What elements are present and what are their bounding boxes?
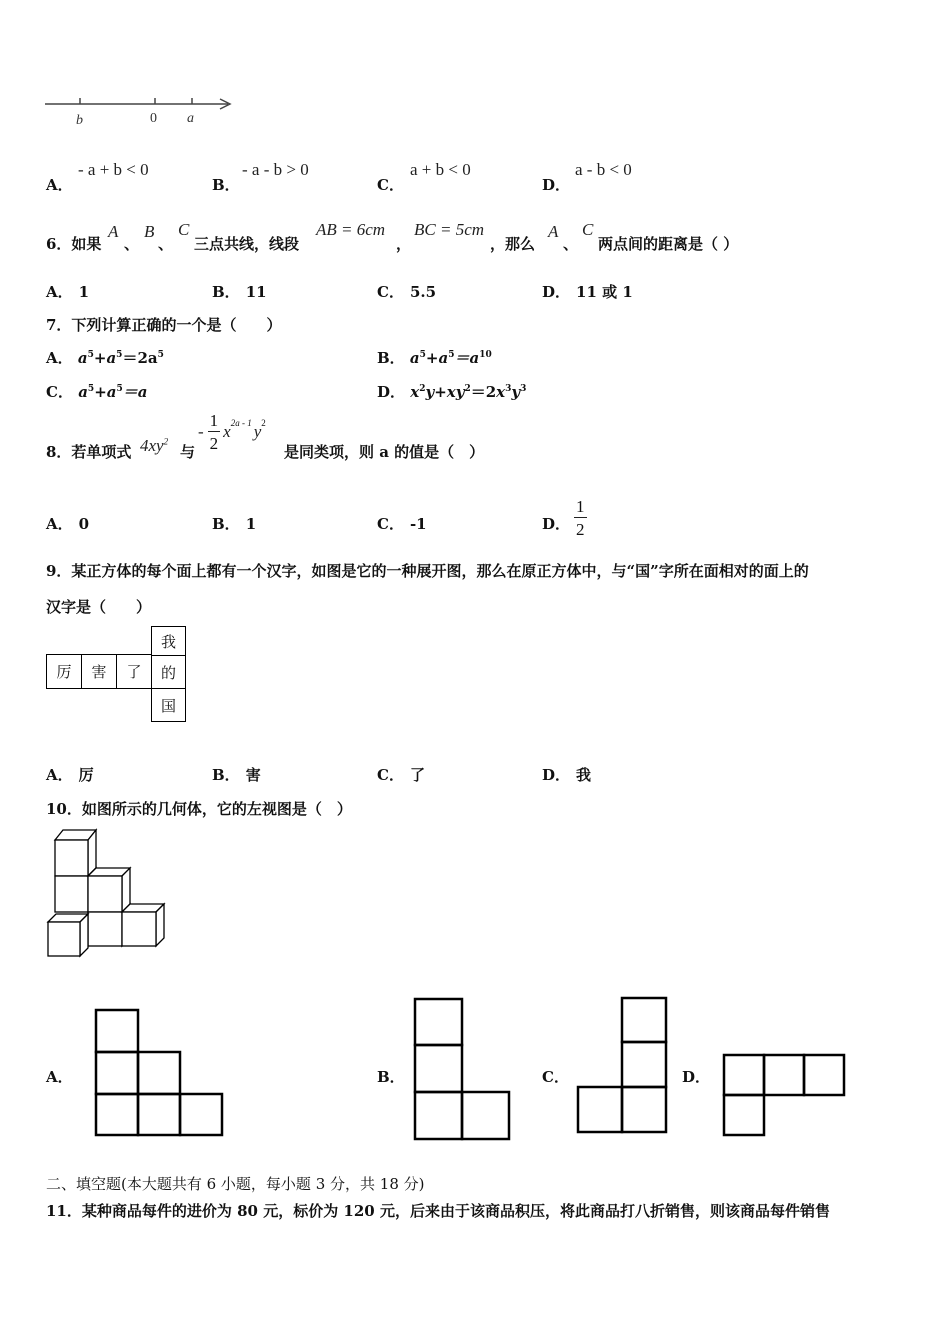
- q10-option-a-letter: A．: [46, 1068, 73, 1086]
- q7-option-b: B． $a^5+a^5=a^{10}$: [377, 349, 492, 367]
- net-cell-de: 的: [151, 655, 186, 689]
- q5-option-c-expr: a + b < 0: [410, 160, 471, 179]
- q9-stem-line1: 9．某正方体的每个面上都有一个汉字，如图是它的一种展开图，那么在原正方体中，与“国”字所在面相对的面上的: [46, 562, 809, 580]
- q6-option-c: C． 5.5: [377, 283, 437, 301]
- q5-option-b-expr: - a - b > 0: [242, 160, 309, 179]
- q7-stem: 7．下列计算正确的一个是（ ）: [46, 316, 282, 334]
- net-cell-li: 厉: [46, 654, 82, 689]
- q6-sep3: 、: [563, 235, 579, 253]
- q6-option-d: D． 11 或 1: [542, 283, 633, 301]
- q6-sep1: 、: [124, 235, 140, 253]
- label-zero: 0: [150, 111, 157, 126]
- q7-option-c: C． $a^5+a^5=a$: [46, 383, 148, 401]
- q6-option-a: A． 1: [46, 283, 90, 301]
- q5-option-d-expr: a - b < 0: [575, 160, 632, 179]
- q10-stem: 10．如图所示的几何体，它的左视图是（ ）: [46, 800, 352, 818]
- q5-option-b-letter: B．: [212, 176, 240, 194]
- q6-segment-ab: AB = 6cm: [316, 220, 386, 239]
- net-cell-hai: 害: [81, 654, 117, 689]
- q9-option-d: D． 我: [542, 766, 592, 784]
- q8-option-d-fraction: $\frac{1}{2}$: [576, 497, 585, 539]
- net-cell-wo: 我: [151, 626, 186, 656]
- q8-suffix: 是同类项，则 a 的值是（ ）: [284, 443, 485, 461]
- q6-point-a: A: [108, 222, 119, 241]
- q6-point-c: C: [178, 220, 190, 239]
- q6-mid: 三点共线，线段: [194, 235, 300, 253]
- q10-option-a-view: [94, 1008, 224, 1138]
- q6-then: ，那么: [490, 235, 536, 253]
- q10-option-d-view: [722, 1053, 847, 1137]
- net-cell-le: 了: [116, 654, 152, 689]
- q8-monomial-2: - $\frac{1}{2}$ x $^{2a - 1}$ y $^2$: [198, 411, 266, 453]
- q8-prefix: 8．若单项式: [46, 443, 132, 461]
- q5-option-a-letter: A．: [46, 176, 73, 194]
- q9-option-c: C． 了: [377, 766, 425, 784]
- q6-prefix: 6．如果: [46, 235, 102, 253]
- q8-option-d-letter: D．: [542, 515, 571, 533]
- q6-point-a2: A: [548, 222, 559, 241]
- q9-option-b: B． 害: [212, 766, 261, 784]
- q7-option-d: D． $x^2y+xy^2=2x^3y^3$: [377, 383, 527, 401]
- net-cell-guo: 国: [151, 688, 186, 722]
- q8-option-a: A． 0: [46, 515, 90, 533]
- q5-option-a-expr: - a + b < 0: [78, 160, 149, 179]
- geometric-solid-figure: [44, 826, 169, 966]
- q6-comma: ，: [396, 235, 412, 253]
- q10-option-d-letter: D．: [682, 1068, 711, 1086]
- section2-title: 二、填空题(本大题共有 6 小题，每小题 3 分，共 18 分): [46, 1175, 425, 1193]
- q8-monomial-1: $4xy^2$: [140, 436, 169, 455]
- q9-option-a: A． 厉: [46, 766, 94, 784]
- q8-with: 与: [180, 443, 196, 461]
- q9-stem-line2: 汉字是（ ）: [46, 598, 152, 616]
- q7-option-a: A． $a^5+a^5=2a^5$: [46, 349, 164, 367]
- q10-option-c-letter: C．: [542, 1068, 569, 1086]
- q10-option-b-view: [413, 997, 513, 1142]
- label-a: a: [187, 111, 194, 126]
- number-line-figure: [40, 92, 240, 130]
- q6-suffix: 两点间的距离是（ ）: [598, 235, 739, 253]
- q6-sep2: 、: [158, 235, 174, 253]
- q6-segment-bc: BC = 5cm: [414, 220, 485, 239]
- q6-point-b: B: [144, 222, 155, 241]
- q10-option-c-view: [576, 996, 669, 1136]
- q10-option-b-letter: B．: [377, 1068, 405, 1086]
- q8-option-b: B． 1: [212, 515, 257, 533]
- q5-option-d-letter: D．: [542, 176, 571, 194]
- q11-stem: 11．某种商品每件的进价为 80 元，标价为 120 元，后来由于该商品积压，将此商品打八折销售，则该商品每件销售: [46, 1202, 830, 1220]
- q6-option-b: B． 11: [212, 283, 267, 301]
- q6-point-c2: C: [582, 220, 594, 239]
- q8-option-c: C． -1: [377, 515, 427, 533]
- q5-option-c-letter: C．: [377, 176, 404, 194]
- label-b: b: [76, 113, 83, 128]
